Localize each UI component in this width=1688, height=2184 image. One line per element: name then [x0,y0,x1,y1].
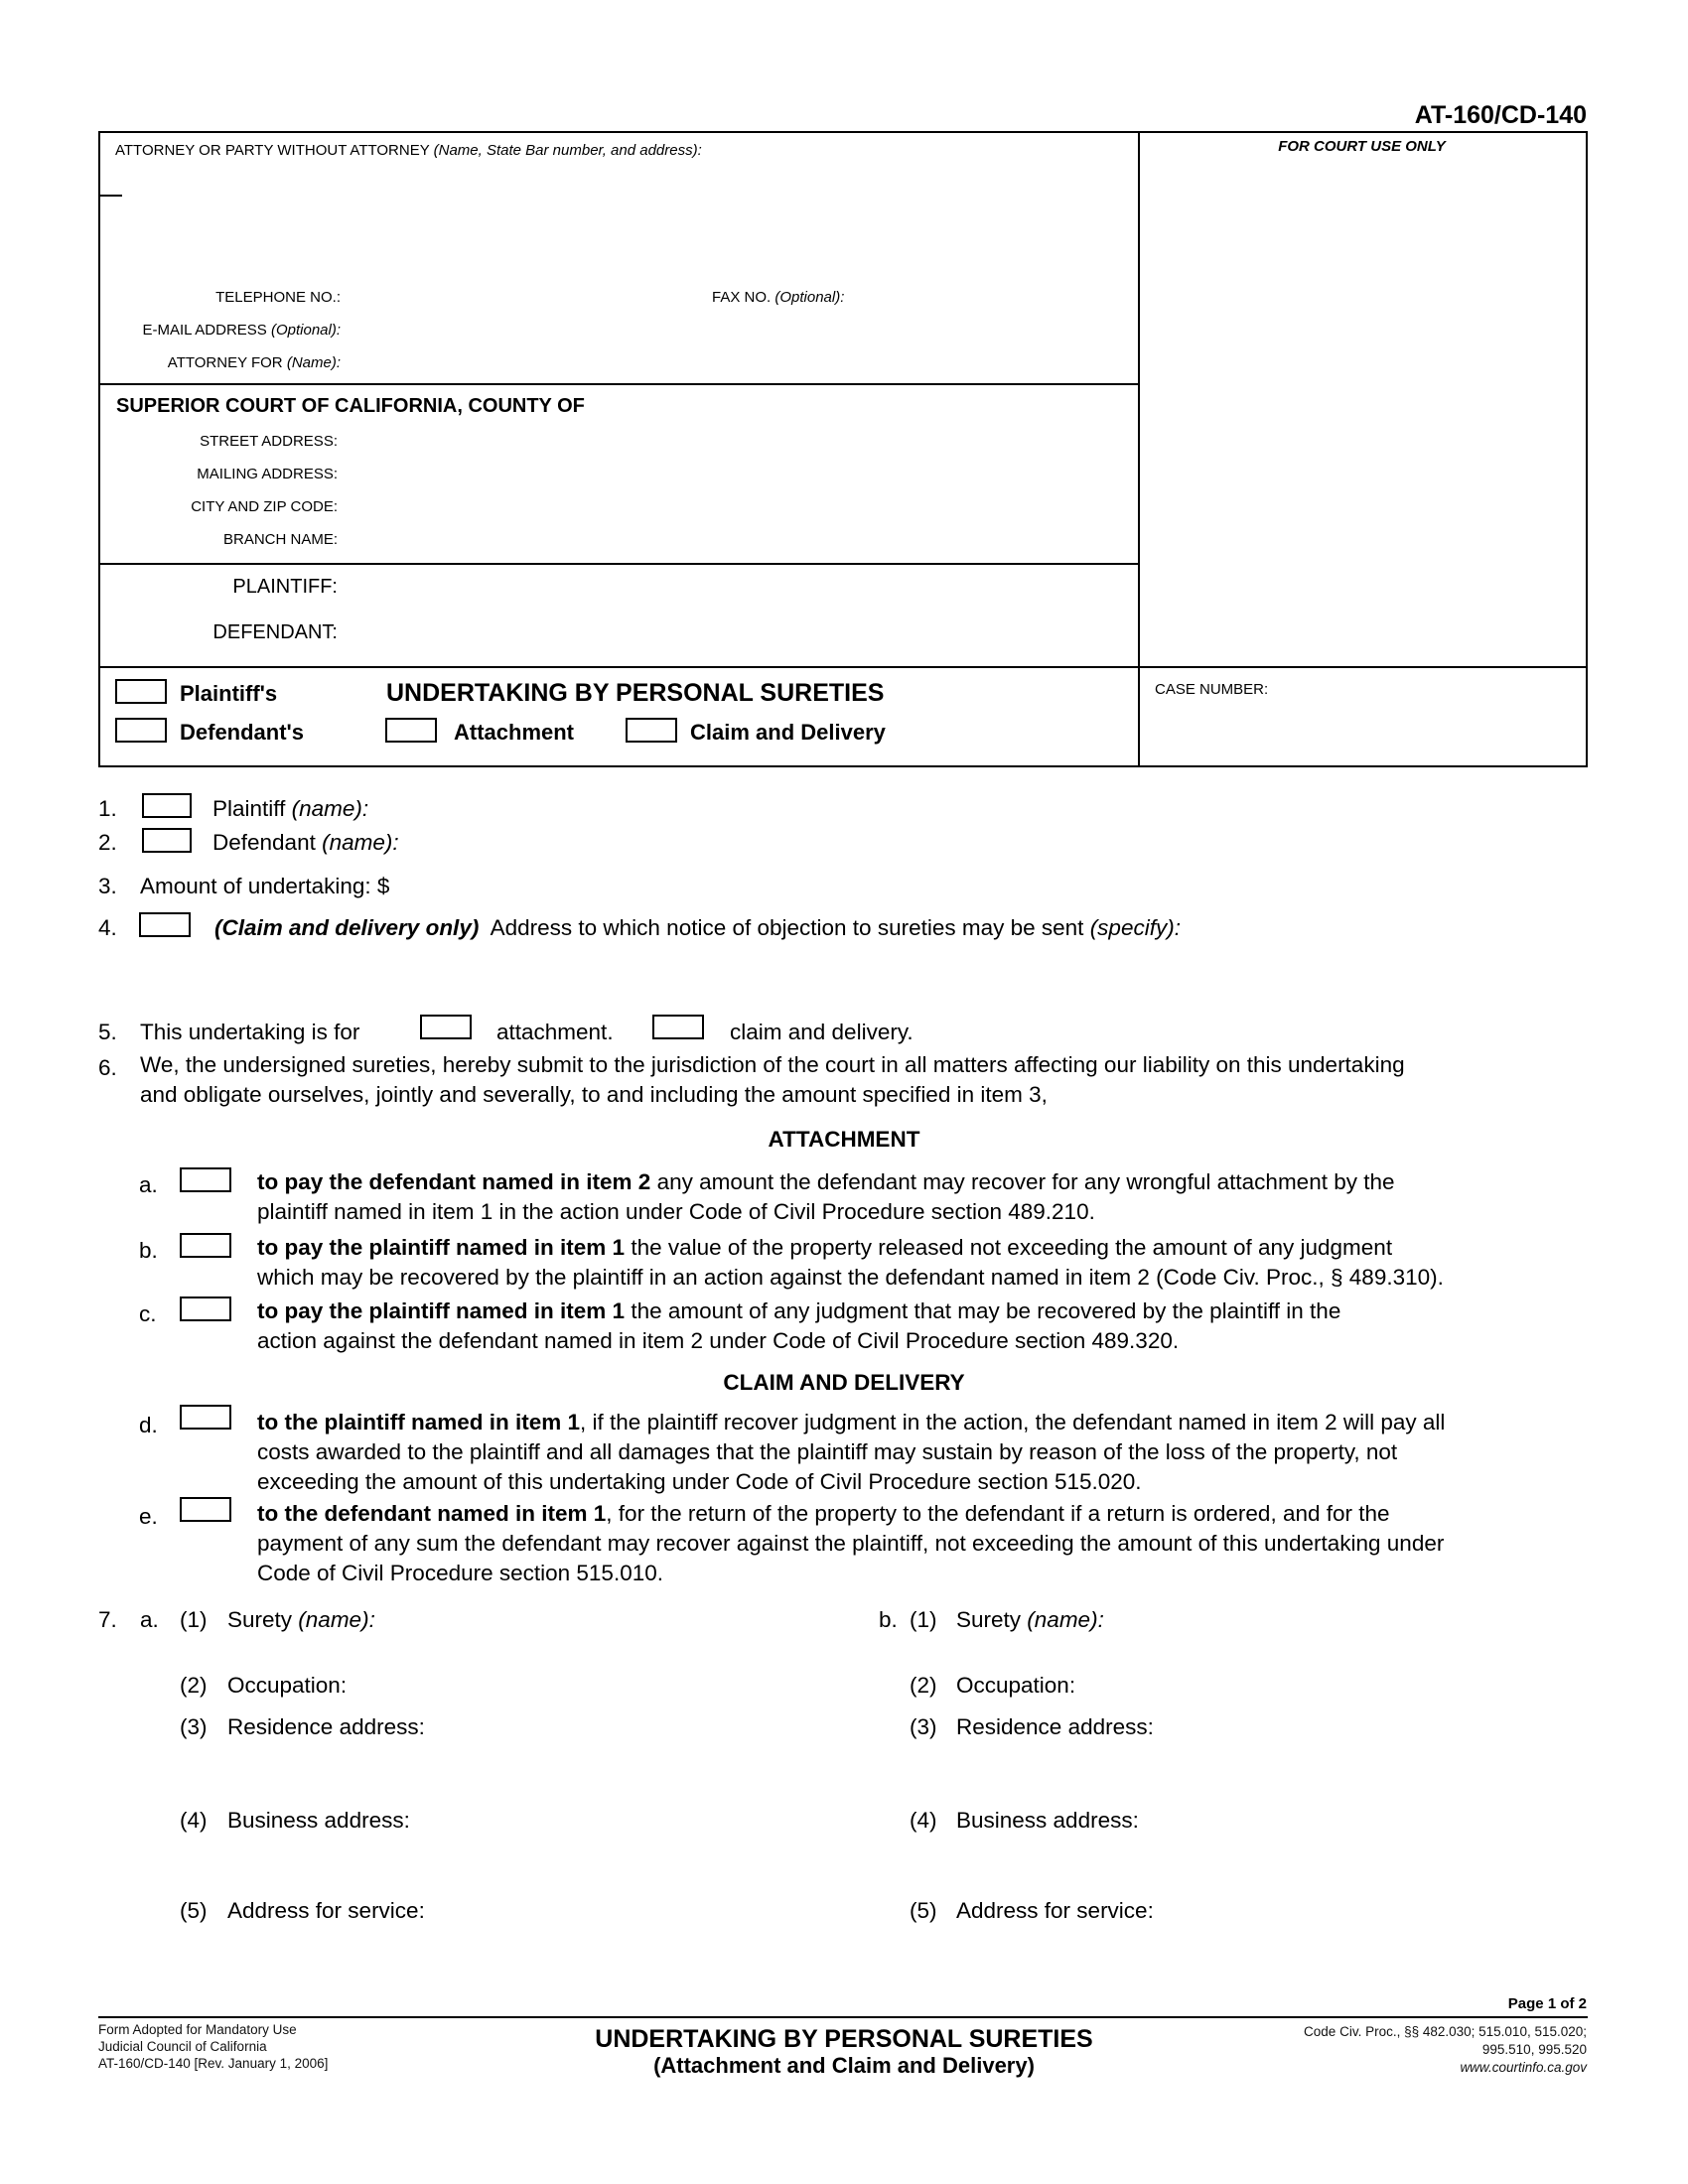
surety-a-residence-label: Residence address: [227,1714,425,1739]
surety-a-service-label: Address for service: [227,1898,425,1923]
court-use-label: FOR COURT USE ONLY [1278,138,1446,155]
tick-mark [100,195,122,197]
surety-b-n1: (1) [910,1607,937,1632]
claim-delivery-checkbox[interactable] [626,718,677,743]
item-6e-checkbox[interactable] [180,1497,231,1522]
plaintiff-label: PLAINTIFF: [232,576,338,598]
item-6c-letter: c. [139,1301,157,1326]
email-label: E-MAIL ADDRESS (Optional): [142,322,341,339]
item-2-label: Defendant (name): [212,830,399,855]
surety-b-n4: (4) [910,1808,937,1833]
surety-b-name-label: Surety (name): [956,1607,1104,1632]
surety-a-n5: (5) [180,1898,208,1923]
footer-subtitle: (Attachment and Claim and Delivery) [653,2053,1035,2078]
claim-delivery-heading: CLAIM AND DELIVERY [723,1370,965,1395]
item-3-text: Amount of undertaking: $ [140,874,390,898]
surety-b-n5: (5) [910,1898,937,1923]
item-3-number: 3. [98,874,117,898]
surety-a-business-label: Business address: [227,1808,410,1833]
claim-delivery-option-label: Claim and Delivery [690,720,886,745]
item-6d-checkbox[interactable] [180,1405,231,1430]
item-5-attachment-label: attachment. [496,1020,614,1044]
item-5-number: 5. [98,1020,117,1044]
item-6b-text: to pay the plaintiff named in item 1 the value of the property released not exceeding the amount of any judgment which may be recovered by the plaintiff in an action against the defendant named in item 2 (Code Civ. Proc., § 489.310). [257,1235,1444,1290]
surety-b-n3: (3) [910,1714,937,1739]
item-6e-letter: e. [139,1504,158,1529]
mailing-address-label: MAILING ADDRESS: [197,466,338,482]
form-title: UNDERTAKING BY PERSONAL SURETIES [386,679,885,707]
item-4-number: 4. [98,915,117,940]
item-6-text: We, the undersigned sureties, hereby submit to the jurisdiction of the court in all matters affecting our liability on this undertaking and obligate ourselves, jointly and severally, to and including the amount specified in item 3, [140,1052,1405,1107]
item-6a-checkbox[interactable] [180,1167,231,1192]
footer-rule [98,2016,1588,2018]
item-6e-text: to the defendant named in item 1, for the return of the property to the defendant if a return is ordered, and for the payment of any sum the defendant may recover against the plaintiff, not exceeding the amount of this undertaking under Code of Civil Procedure section 515.010. [257,1501,1445,1585]
item-1-plaintiff-checkbox[interactable] [142,793,192,818]
item-2-number: 2. [98,830,117,855]
surety-a-n2: (2) [180,1673,208,1698]
form-adopted-block: Form Adopted for Mandatory Use Judicial Council of California AT-160/CD-140 [Rev. January 1, 2006] [98,2022,329,2071]
footer-title: UNDERTAKING BY PERSONAL SURETIES [595,2025,1093,2053]
defendant-label: DEFENDANT: [212,621,338,643]
item-6b-letter: b. [139,1238,158,1263]
surety-a-letter: a. [140,1607,159,1632]
item-6-number: 6. [98,1055,117,1080]
surety-b-letter: b. [879,1607,898,1632]
item-6a-letter: a. [139,1172,158,1197]
branch-name-label: BRANCH NAME: [222,531,338,548]
surety-a-occupation-label: Occupation: [227,1673,348,1698]
code-citations: Code Civ. Proc., §§ 482.030; 515.010, 515.020; 995.510, 995.520 www.courtinfo.ca.gov [1304,2024,1587,2075]
plaintiffs-checkbox[interactable] [115,679,167,704]
item-6b-checkbox[interactable] [180,1233,231,1258]
surety-b-occupation-label: Occupation: [956,1673,1076,1698]
item-5-claim-label: claim and delivery. [730,1020,914,1044]
item-1-label: Plaintiff (name): [212,796,369,821]
item-4-text: (Claim and delivery only) Address to which notice of objection to sureties may be sent (specify): [214,915,1181,940]
attachment-heading: ATTACHMENT [768,1127,920,1152]
item-7-number: 7. [98,1607,117,1632]
attachment-checkbox[interactable] [385,718,437,743]
attachment-option-label: Attachment [454,720,575,745]
item-6d-text: to the plaintiff named in item 1, if the plaintiff recover judgment in the action, the defendant named in item 2 will pay all costs awarded to the plaintiff and all damages that the plaintiff may sustain by reason of the loss of the property, not exceeding the amount of this undertaking under Code of Civil Procedure section 515.020. [257,1410,1446,1494]
fax-label: FAX NO. (Optional): [712,289,845,306]
defendants-checkbox[interactable] [115,718,167,743]
item-6c-text: to pay the plaintiff named in item 1 the amount of any judgment that may be recovered by the plaintiff in the action against the defendant named in item 2 under Code of Civil Procedure section 489.320. [257,1298,1341,1353]
item-2-defendant-checkbox[interactable] [142,828,192,853]
plaintiffs-option-label: Plaintiff's [180,681,278,706]
item-6d-letter: d. [139,1413,158,1437]
surety-a-n3: (3) [180,1714,208,1739]
item-6a-text: to pay the defendant named in item 2 any amount the defendant may recover for any wrongful attachment by the plaintiff named in item 1 in the action under Code of Civil Procedure section 489.210. [257,1169,1395,1224]
form-number: AT-160/CD-140 [1414,101,1587,129]
surety-a-n4: (4) [180,1808,208,1833]
defendants-option-label: Defendant's [180,720,305,745]
case-number-label: CASE NUMBER: [1155,681,1269,698]
surety-a-name-label: Surety (name): [227,1607,375,1632]
telephone-label: TELEPHONE NO.: [215,289,341,306]
surety-a-n1: (1) [180,1607,208,1632]
surety-b-n2: (2) [910,1673,937,1698]
item-5-attachment-checkbox[interactable] [420,1015,472,1039]
city-zip-label: CITY AND ZIP CODE: [191,498,338,515]
surety-b-business-label: Business address: [956,1808,1139,1833]
item-6c-checkbox[interactable] [180,1297,231,1321]
item-5-text: This undertaking is for [140,1020,360,1044]
street-address-label: STREET ADDRESS: [200,433,338,450]
item-4-checkbox[interactable] [139,912,191,937]
page-number: Page 1 of 2 [1507,1995,1587,2012]
attorney-for-label: ATTORNEY FOR (Name): [167,354,341,371]
surety-b-residence-label: Residence address: [956,1714,1154,1739]
item-5-claim-checkbox[interactable] [652,1015,704,1039]
attorney-label: ATTORNEY OR PARTY WITHOUT ATTORNEY (Name, State Bar number, and address): [115,142,702,159]
item-1-number: 1. [98,796,117,821]
website-link[interactable]: www.courtinfo.ca.gov [1460,2060,1587,2075]
surety-b-service-label: Address for service: [956,1898,1154,1923]
court-title: SUPERIOR COURT OF CALIFORNIA, COUNTY OF [116,395,585,417]
